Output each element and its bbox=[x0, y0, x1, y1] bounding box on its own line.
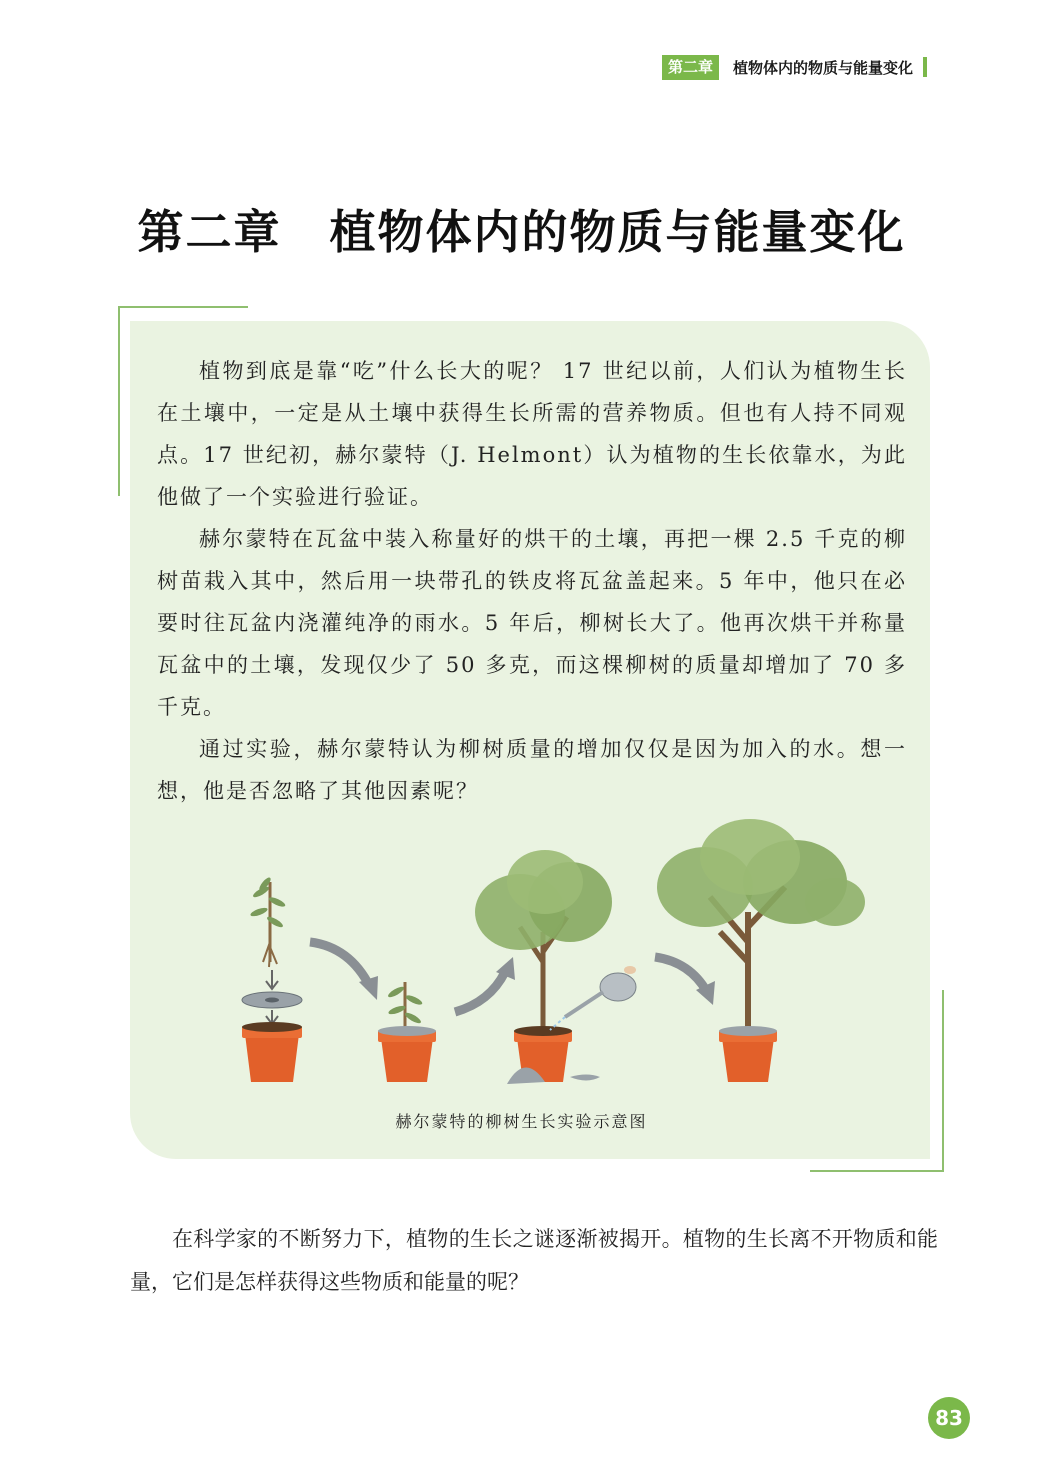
frame-corner-bottom-right-vertical bbox=[942, 990, 944, 1172]
chapter-heading: 第二章 植物体内的物质与能量变化 bbox=[137, 205, 906, 259]
header-accent-bar bbox=[923, 57, 927, 77]
clay-pot-4-icon bbox=[719, 1026, 777, 1082]
clay-pot-2-icon bbox=[378, 1026, 436, 1082]
running-header bbox=[662, 54, 927, 80]
stage-4-tree-icon bbox=[657, 819, 865, 1032]
page-number: 83 bbox=[928, 1397, 970, 1439]
clay-pot-1-icon bbox=[242, 1022, 302, 1082]
frame-corner-bottom-right bbox=[810, 1170, 944, 1172]
intro-text bbox=[157, 350, 907, 812]
curved-arrow-icon bbox=[655, 957, 707, 992]
intro-paragraph-1: 植物到底是靠“吃”什么长大的呢？ 17 世纪以前，人们认为植物生长在土壤中，一定是从土壤中获得生长所需的营养物质。但也有人持不同观点。17 世纪初，赫尔蒙特（J. Helmont）认为植物的生长依靠水，为此他做了一个实验进行验证。 bbox=[157, 359, 907, 509]
frame-corner-top-left-vertical bbox=[118, 306, 120, 496]
intro-paragraph-3: 通过实验，赫尔蒙特认为柳树质量的增加仅仅是因为加入的水。想一想，他是否忽略了其他因素呢？ bbox=[157, 737, 907, 803]
watering-can-icon bbox=[550, 966, 636, 1030]
body-text bbox=[130, 1218, 938, 1304]
curved-arrow-icon bbox=[455, 972, 505, 1012]
running-header-title: 植物体内的物质与能量变化 bbox=[733, 58, 914, 77]
intro-paragraph-2: 赫尔蒙特在瓦盆中装入称量好的烘干的土壤，再把一棵 2.5 千克的柳树苗栽入其中，然后用一块带孔的铁皮将瓦盆盖起来。5 年中，他只在必要时往瓦盆内浇灌纯净的雨水。5 年后，柳树长大了。他再次烘干并称量瓦盆中的土壤，发现仅少了 50 多克，而这棵柳树的质量却增加了 70 多千克。 bbox=[157, 527, 907, 719]
stage-3-tree-icon bbox=[475, 850, 612, 1032]
stage-1-seedling-icon bbox=[250, 876, 287, 967]
figure-caption: 赫尔蒙特的柳树生长实验示意图 bbox=[395, 1112, 648, 1131]
curved-arrow-icon bbox=[310, 942, 370, 987]
willow-experiment-illustration bbox=[215, 812, 885, 1102]
frame-corner-top-left bbox=[118, 306, 248, 308]
body-paragraph: 在科学家的不断努力下，植物的生长之谜逐渐被揭开。植物的生长离不开物质和能量，它们是怎样获得这些物质和能量的呢？ bbox=[130, 1227, 938, 1294]
down-arrow-icon bbox=[266, 970, 278, 989]
chapter-badge: 第二章 bbox=[662, 55, 719, 80]
